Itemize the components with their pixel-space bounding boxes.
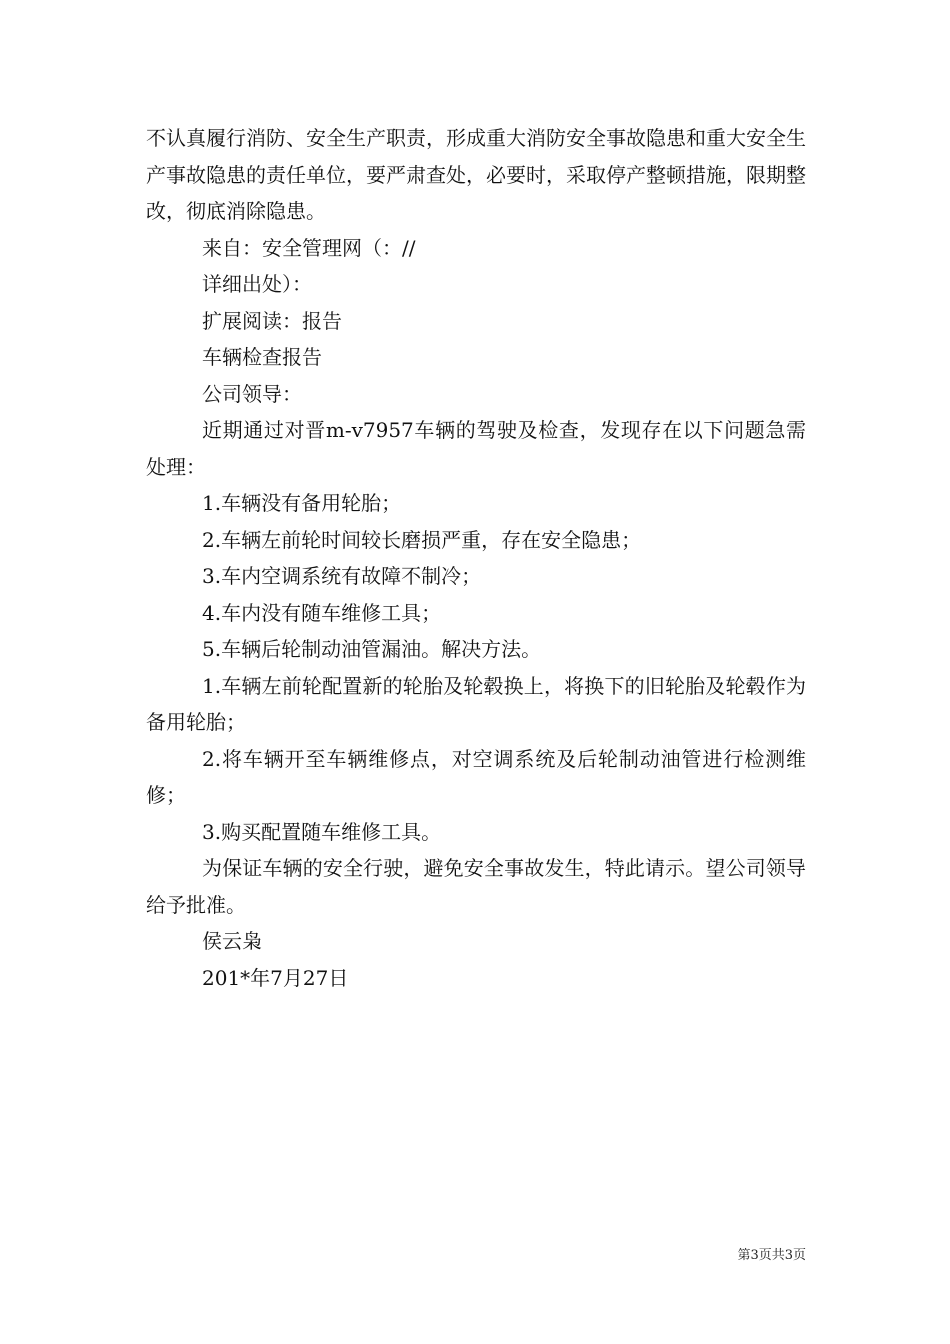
paragraph: 不认真履行消防、安全生产职责，形成重大消防安全事故隐患和重大安全生产事故隐患的责任单位，要严肃查处，必要时，采取停产整顿措施，限期整改，彻底消除隐患。	[146, 126, 806, 223]
signature-name: 侯云枭	[202, 929, 262, 953]
problem-item: 1.车辆没有备用轮胎；	[202, 491, 402, 515]
solution-item: 2.将车辆开至车辆维修点，对空调系统及后轮制动油管进行检测维修；	[146, 746, 806, 807]
source-detail-line: 详细出处）：	[202, 272, 312, 296]
salutation: 公司领导：	[202, 381, 302, 406]
closing-paragraph: 为保证车辆的安全行驶，避免安全事故发生，特此请示。望公司领导给予批准。	[146, 856, 806, 917]
page-number-footer: 第3页共3页	[737, 1248, 806, 1263]
problem-item: 4.车内没有随车维修工具；	[202, 600, 442, 625]
source-line: 来自：安全管理网（：//	[202, 235, 416, 260]
problem-item: 3.车内空调系统有故障不制冷；	[202, 564, 482, 588]
signature-date: 201*年7月27日	[202, 965, 349, 990]
report-title: 车辆检查报告	[202, 345, 322, 369]
problem-item: 5.车辆后轮制动油管漏油。解决方法。	[202, 637, 542, 661]
paragraph: 近期通过对晋m-v7957车辆的驾驶及检查，发现存在以下问题急需处理：	[146, 418, 806, 479]
extended-reading-line: 扩展阅读：报告	[202, 308, 342, 333]
solution-item: 1.车辆左前轮配置新的轮胎及轮毂换上，将换下的旧轮胎及轮毂作为备用轮胎；	[146, 673, 806, 734]
problem-item: 2.车辆左前轮时间较长磨损严重，存在安全隐患；	[202, 527, 642, 552]
solution-item: 3.购买配置随车维修工具。	[202, 819, 442, 844]
document-body	[146, 120, 806, 996]
